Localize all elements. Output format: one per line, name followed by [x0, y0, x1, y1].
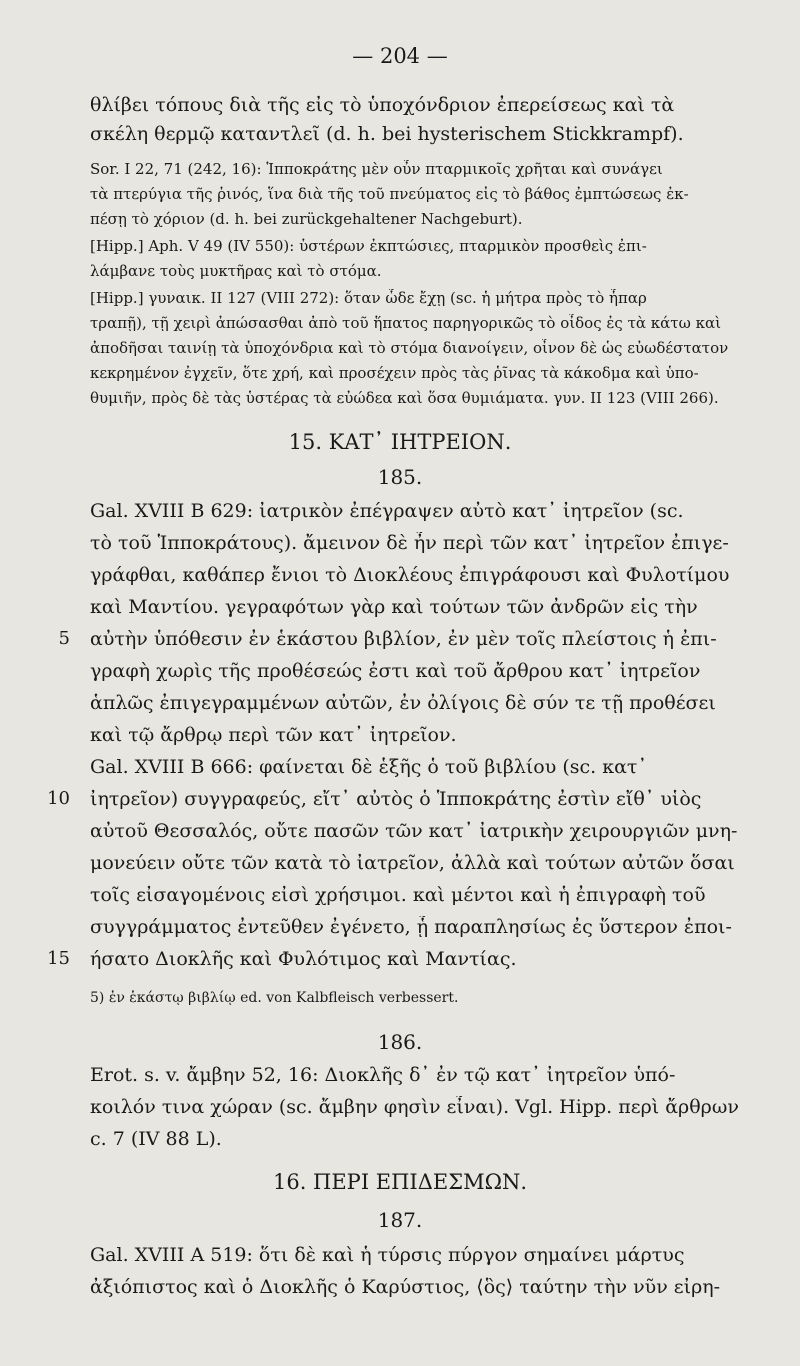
- text-line: Gal. XVIII B 629: ἰατρικὸν ἐπέγραψεν αὐτὸ κατ᾿ ἰητρεῖον (sc.: [90, 500, 684, 522]
- text-line: τοῖς εἰσαγομένοις εἰσὶ χρήσιμοι. καὶ μέντοι καὶ ἡ ἐπιγραφὴ τοῦ: [90, 884, 706, 906]
- line-number: 10: [47, 788, 70, 809]
- text-line: ἰητρεῖον) συγγραφεύς, εἴτ᾿ αὐτὸς ὁ Ἱπποκράτης ἐστὶν εἴθ᾿ υἱὸς: [90, 788, 702, 810]
- text-line: ἁπλῶς ἐπιγεγραμμένων αὐτῶν, ἐν ὀλίγοις δὲ σύν τε τῇ προθέσει: [90, 692, 716, 714]
- text-line: καὶ Μαντίου. γεγραφότων γὰρ καὶ τούτων τῶν ἀνδρῶν εἰς τὴν: [90, 596, 698, 618]
- note-line: [Hipp.] γυναικ. II 127 (VIII 272): ὅταν ὧδε ἔχῃ (sc. ἡ μήτρα πρὸς τὸ ἧπαρ: [90, 289, 647, 307]
- line-number: 5: [58, 628, 70, 649]
- note-line: ἀποδῆσαι ταινίῃ τὰ ὑποχόνδρια καὶ τὸ στόμα διανοίγειν, οἶνον δὲ ὡς εὐωδέστατον: [90, 339, 729, 357]
- text-line: αὐτὴν ὑπόθεσιν ἐν ἑκάστου βιβλίον, ἐν μὲν τοῖς πλείστοις ἡ ἐπι-: [90, 628, 717, 650]
- text-line: κοιλόν τινα χώραν (sc. ἄμβην φησὶν εἶναι). Vgl. Hipp. περὶ ἄρθρων: [90, 1096, 739, 1118]
- note-line: κεκρημένον ἐγχεῖν, ὅτε χρή, καὶ προσέχειν πρὸς τὰς ῥῖνας τὰ κάκοδμα καὶ ὑπο-: [90, 364, 699, 382]
- section-heading: 15. ΚΑΤ᾿ ΙΗΤΡΕΙΟΝ.: [288, 430, 512, 454]
- text-line: καὶ τῷ ἄρθρῳ περὶ τῶν κατ᾿ ἰητρεῖον.: [90, 724, 457, 746]
- text-line: Gal. XVIII B 666: φαίνεται δὲ ἑξῆς ὁ τοῦ βιβλίου (sc. κατ᾿: [90, 756, 647, 778]
- note-line: θυμιῆν, πρὸς δὲ τὰς ὑστέρας τὰ εὐώδεα καὶ ὅσα θυμιάματα. γυν. II 123 (VIII 266).: [90, 389, 719, 407]
- text-line: γραφὴ χωρὶς τῆς προθέσεώς ἐστι καὶ τοῦ ἄρθρου κατ᾿ ἰητρεῖον: [90, 660, 701, 682]
- fragment-number: 185.: [377, 465, 423, 489]
- note-line: πέσῃ τὸ χόριον (d. h. bei zurückgehaltener Nachgeburt).: [90, 210, 523, 228]
- text-line: Gal. XVIII A 519: ὅτι δὲ καὶ ἡ τύρσις πύργον σημαίνει μάρτυς: [90, 1244, 685, 1266]
- fragment-number: 187.: [377, 1208, 423, 1232]
- note-line: τὰ πτερύγια τῆς ῥινός, ἵνα διὰ τῆς τοῦ πνεύματος εἰς τὸ βάθος ἐμπτώσεως ἐκ-: [90, 185, 689, 203]
- fragment-number: 186.: [377, 1030, 423, 1054]
- text-line: Erot. s. v. ἄμβην 52, 16: Διοκλῆς δ᾿ ἐν τῷ κατ᾿ ἰητρεῖον ὑπό-: [90, 1064, 676, 1086]
- note-line: λάμβανε τοὺς μυκτῆρας καὶ τὸ στόμα.: [90, 262, 382, 280]
- note-line: τραπῇ), τῇ χειρὶ ἀπώσασθαι ἀπὸ τοῦ ἥπατος παρηγορικῶς τὸ οἶδος ἐς τὰ κάτω καὶ: [90, 314, 721, 332]
- text-line: μονεύειν οὔτε τῶν κατὰ τὸ ἰατρεῖον, ἀλλὰ καὶ τούτων αὐτῶν ὅσαι: [90, 852, 735, 874]
- note-line: Sor. I 22, 71 (242, 16): Ἱπποκράτης μὲν οὖν πταρμικοῖς χρῆται καὶ συνάγει: [90, 160, 663, 178]
- text-line: ήσατο Διοκλῆς καὶ Φυλότιμος καὶ Μαντίας.: [90, 948, 517, 970]
- page-number: — 204 —: [352, 44, 448, 68]
- note-line: [Hipp.] Aph. V 49 (IV 550): ὑστέρων ἐκπτώσιες, πταρμικὸν προσθεὶς ἐπι-: [90, 237, 647, 255]
- line-number: 15: [47, 948, 70, 969]
- section-heading: 16. ΠΕΡΙ ΕΠΙΔΕΣΜΩΝ.: [272, 1170, 528, 1194]
- text-line: αὐτοῦ Θεσσαλός, οὔτε πασῶν τῶν κατ᾿ ἰατρικὴν χειρουργιῶν μνη-: [90, 820, 738, 842]
- text-line: γράφθαι, καθάπερ ἔνιοι τὸ Διοκλέους ἐπιγράφουσι καὶ Φυλοτίμου: [90, 564, 730, 586]
- footnote: 5) ἐν ἑκάστῳ βιβλίῳ ed. von Kalbfleisch verbessert.: [90, 990, 459, 1006]
- text-line: τὸ τοῦ Ἱπποκράτους). ἄμεινον δὲ ἦν περὶ τῶν κατ᾿ ἰητρεῖον ἐπιγε-: [90, 532, 729, 554]
- text-line: συγγράμματος ἐντεῦθεν ἐγένετο, ᾗ παραπλησίως ἐς ὕστερον ἐποι-: [90, 916, 732, 938]
- text-line: c. 7 (IV 88 L).: [90, 1128, 222, 1150]
- text-line: ἀξιόπιστος καὶ ὁ Διοκλῆς ὁ Καρύστιος, ⟨ὃς⟩ ταύτην τὴν νῦν εἰρη-: [90, 1276, 721, 1298]
- text-line: θλίβει τόπους διὰ τῆς εἰς τὸ ὑποχόνδριον ἐπερείσεως καὶ τὰ: [90, 94, 675, 116]
- text-line: σκέλη θερμῷ καταντλεῖ (d. h. bei hysterischem Stickkrampf).: [90, 123, 684, 145]
